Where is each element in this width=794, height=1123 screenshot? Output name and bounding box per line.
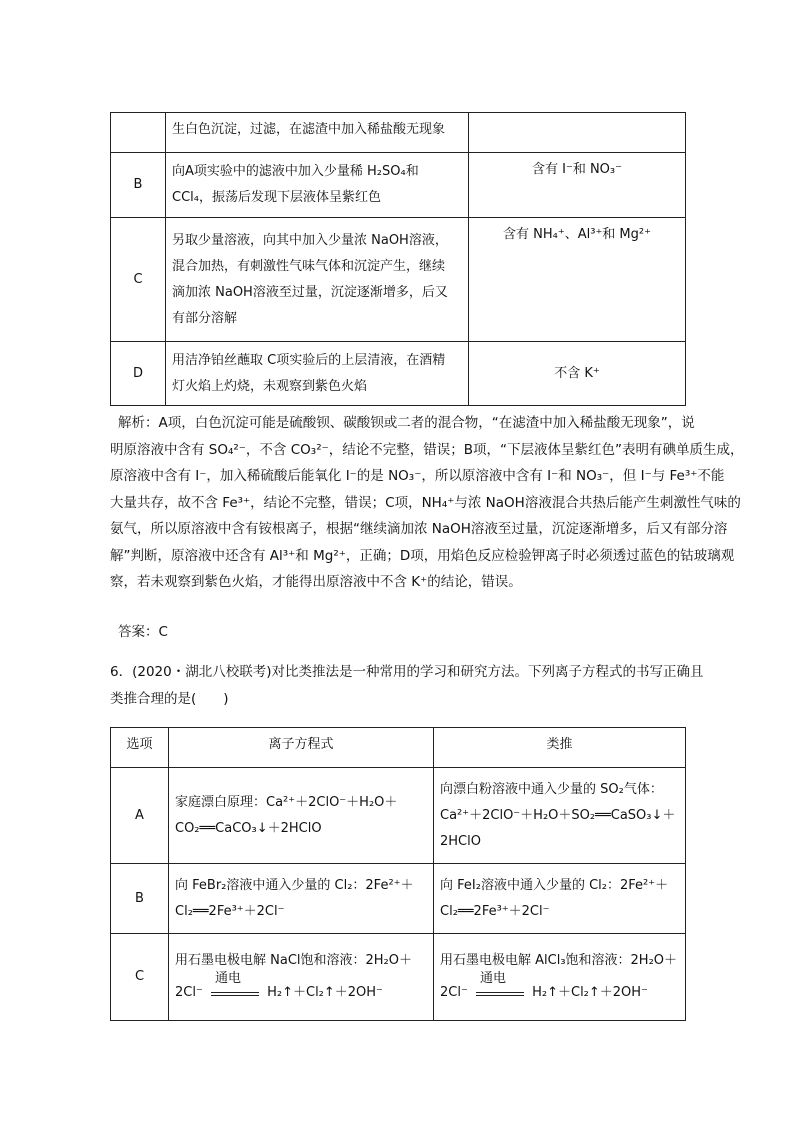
table-row: [111, 934, 686, 1021]
table-row: [111, 218, 686, 342]
analogy-line: 向 FeI₂溶液中通入少量的 Cl₂：2Fe²⁺＋: [440, 877, 669, 893]
row-label: A: [111, 768, 169, 864]
analogy-table: [110, 727, 686, 1021]
header-option: 选项: [111, 728, 169, 768]
row-result: 含有 NH₄⁺、Al³⁺和 Mg²⁺: [469, 218, 686, 342]
analysis-line: 明原溶液中含有 SO₄²⁻，不含 CO₃²⁻，结论不完整，错误；B项，“下层液体呈紫红色”表明有碘单质生成，: [110, 441, 744, 458]
header-equation: 离子方程式: [169, 728, 434, 768]
row-label: B: [111, 864, 169, 934]
row-result: 不含 K⁺: [469, 342, 686, 406]
equation-reactant: 2Cl⁻: [175, 985, 203, 1000]
analysis-paragraph: [110, 410, 744, 596]
analysis-line: 大量共存，故不含 Fe³⁺，结论不完整，错误；C项，NH₄⁺与浓 NaOH溶液混合共热后能产生刺激性气味的: [110, 494, 741, 511]
content-line: 有部分溶解: [172, 310, 238, 326]
row-content: [166, 153, 469, 218]
content-line: 混合加热，有刺激性气味气体和沉淀产生，继续: [172, 258, 446, 274]
analogy-line: 用石墨电极电解 AlCl₃饱和溶液：2H₂O＋: [440, 953, 678, 968]
content-line: 灯火焰上灼烧，未观察到紫色火焰: [172, 378, 368, 394]
header-analogy: 类推: [434, 728, 686, 768]
row-label: C: [111, 934, 169, 1021]
equation-line: Cl₂══2Fe³⁺＋2Cl⁻: [175, 903, 285, 919]
analogy-product: H₂↑＋Cl₂↑＋2OH⁻: [532, 985, 648, 1000]
row-label: B: [111, 153, 166, 218]
content-line: 向A项实验中的滤液中加入少量稀 H₂SO₄和: [172, 164, 419, 179]
table-row: [111, 153, 686, 218]
row-label: D: [111, 342, 166, 406]
row-analogy: [434, 934, 686, 1021]
row-label: C: [111, 218, 166, 342]
equation-product: H₂↑＋Cl₂↑＋2OH⁻: [267, 985, 383, 1000]
electrolysis-arrow: [211, 970, 259, 1000]
row-equation: [169, 864, 434, 934]
analogy-reactant: 2Cl⁻: [440, 985, 468, 1000]
analogy-line: [440, 970, 679, 1006]
experiment-table: [110, 112, 686, 406]
equation-line: CO₂══CaCO₃↓＋2HClO: [175, 820, 322, 836]
equation-line: 家庭漂白原理：Ca²⁺＋2ClO⁻＋H₂O＋: [175, 794, 398, 810]
content-line: 生白色沉淀，过滤，在滤渣中加入稀盐酸无现象: [172, 122, 446, 137]
electrolysis-label: 通电: [479, 970, 506, 986]
table-row: [111, 113, 686, 153]
content-line: 另取少量溶液，向其中加入少量浓 NaOH溶液，: [172, 232, 448, 248]
analysis-line: 氨气，所以原溶液中含有铵根离子，根据“继续滴加浓 NaOH溶液至过量，沉淀逐渐增多，后又有部分溶: [110, 521, 728, 537]
question-line: 类推合理的是( ): [110, 690, 229, 707]
row-equation: [169, 768, 434, 864]
row-equation: [169, 934, 434, 1021]
analogy-line: 向漂白粉溶液中通入少量的 SO₂气体：: [440, 781, 663, 797]
row-label: [111, 113, 166, 153]
analysis-line: 解”判断，原溶液中还含有 Al³⁺和 Mg²⁺，正确；D项，用焰色反应检验钾离子时必须透过蓝色的钴玻璃观: [110, 547, 735, 564]
analogy-line: Cl₂══2Fe³⁺＋2Cl⁻: [440, 903, 550, 919]
electrolysis-arrow: [476, 970, 524, 1000]
analogy-line: Ca²⁺＋2ClO⁻＋H₂O＋SO₂══CaSO₃↓＋: [440, 807, 676, 823]
equation-line: [175, 970, 427, 1006]
equation-line: 用石墨电极电解 NaCl饱和溶液：2H₂O＋: [175, 953, 413, 968]
equals-bar-bottom: [211, 995, 259, 996]
analysis-line: 解析：A项，白色沉淀可能是硫酸钡、碳酸钡或二者的混合物，“在滤渣中加入稀盐酸无现象”，说: [118, 415, 695, 431]
analysis-line: 原溶液中含有 I⁻，加入稀硫酸后能氧化 I⁻的是 NO₃⁻，所以原溶液中含有 I⁻和 NO₃⁻，但 I⁻与 Fe³⁺不能: [110, 468, 725, 484]
row-result: 含有 I⁻和 NO₃⁻: [469, 153, 686, 218]
table-row: [111, 768, 686, 864]
equals-bar-bottom: [476, 995, 524, 996]
equals-bar-top: [476, 992, 524, 993]
equation-line: 向 FeBr₂溶液中通入少量的 Cl₂：2Fe²⁺＋: [175, 877, 414, 893]
answer-text: 答案：C: [118, 624, 168, 640]
table-row: [111, 342, 686, 406]
electrolysis-label: 通电: [214, 970, 241, 986]
row-analogy: [434, 864, 686, 934]
analysis-line: 察，若未观察到紫色火焰，才能得出原溶液中不含 K⁺的结论，错误。: [110, 574, 522, 590]
analogy-line: 2HClO: [440, 833, 481, 849]
row-content: [166, 342, 469, 406]
row-analogy: [434, 768, 686, 864]
question-6: [110, 659, 704, 712]
equals-bar-top: [211, 992, 259, 993]
table-header-row: [111, 728, 686, 768]
content-line: 滴加浓 NaOH溶液至过量，沉淀逐渐增多，后又: [172, 284, 448, 300]
table-row: [111, 864, 686, 934]
row-content: [166, 113, 469, 153]
row-result: [469, 113, 686, 153]
content-line: 用洁净铂丝蘸取 C项实验后的上层清液，在酒精: [172, 352, 446, 368]
question-line: 6．(2020・湖北八校联考)对比类推法是一种常用的学习和研究方法。下列离子方程式的书写正确且: [110, 664, 704, 680]
row-content: [166, 218, 469, 342]
content-line: CCl₄，振荡后发现下层液体呈紫红色: [172, 190, 381, 205]
